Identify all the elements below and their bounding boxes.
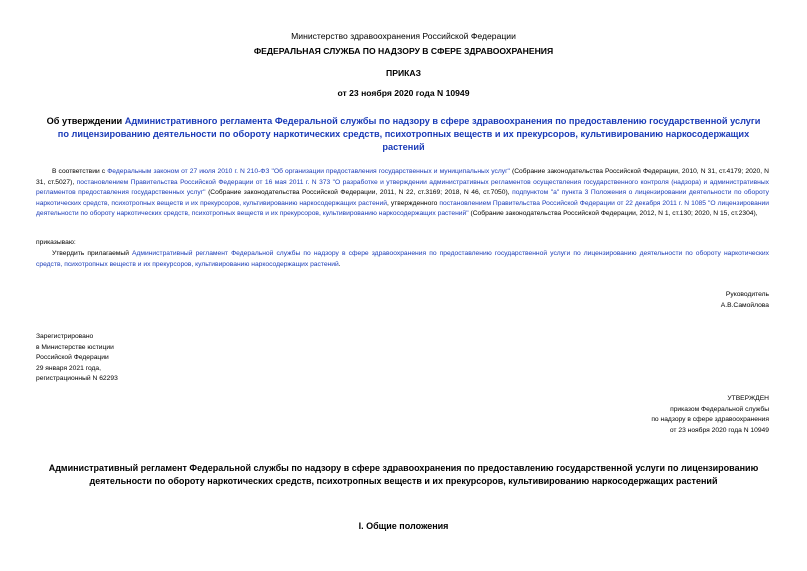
registration-line: 29 января 2021 года, <box>36 364 102 372</box>
preamble-text-4: , утвержденного <box>386 199 440 207</box>
order-title <box>40 115 767 154</box>
government-decree-373-link[interactable]: постановлением Правительства Российской Федерации от 16 мая 2011 г. N 373 "О разработке и утверждении административных регламентов осуществления государственного контроля (надзора) и административных регламентов предоставления государственных услуг" <box>36 178 769 197</box>
preamble-text-5: (Собрание законодательства Российской Федерации, 2012, N 1, ст.130; 2020, N 15, ст.2304), <box>468 210 758 218</box>
preamble-paragraph <box>36 167 769 220</box>
licensing-provision-link[interactable]: подпунктом "а" пункта 3 Положения о лицензировании деятельности по обороту наркотических средств, психотропных веществ и их прекурсоров, культивированию наркосодержащих растений <box>36 189 769 207</box>
registration-line: Зарегистрировано <box>36 333 94 340</box>
ministry-name: Министерство здравоохранения Российской Федерации <box>291 31 516 41</box>
order-text-1: Утвердить прилагаемый <box>52 250 133 257</box>
approved-line: от 23 ноября 2020 года N 10949 <box>669 426 769 434</box>
registration-line: регистрационный N 62293 <box>36 375 118 383</box>
registration-line: Российской Федерации <box>36 354 109 362</box>
signature-position: Руководитель <box>725 291 769 298</box>
service-name: ФЕДЕРАЛЬНАЯ СЛУЖБА ПО НАДЗОРУ В СФЕРЕ ЗДРАВООХРАНЕНИЯ <box>253 46 554 56</box>
approved-line: приказом Федеральной службы <box>670 405 769 413</box>
signature-name: А.В.Самойлова <box>720 301 769 309</box>
preamble-text-3: (Собрание законодательства Российской Федерации, 2011, N 22, ст.3169; 2018, N 46, ст.7050), <box>205 189 513 197</box>
title-regulation-link[interactable]: Административного регламента Федеральной службы по надзору в сфере здравоохранения по предоставлению государственной услуги по лицензированию деятельности по обороту наркотических средств, психотропных веществ и их прекурсоров, культивированию наркосодержащих растений <box>57 116 761 152</box>
registration-block <box>36 332 118 385</box>
government-decree-1085-link[interactable]: постановлением Правительства Российской Федерации от 22 декабря 2011 г. N 1085 "О лицензировании деятельности по обороту наркотических средств, психотропных веществ и их прекурсоров, культивированию наркосодержащих растений" <box>36 199 769 218</box>
doc-type: ПРИКАЗ <box>386 68 421 78</box>
preamble-text-1: В соответствии с <box>52 168 108 175</box>
order-word: приказываю: <box>36 239 76 246</box>
title-prefix: Об утверждении <box>46 116 125 126</box>
approved-line: УТВЕРЖДЕН <box>727 395 769 402</box>
section-heading: I. Общие положения <box>358 521 449 531</box>
order-paragraph <box>36 249 769 270</box>
federal-law-210-link[interactable]: Федеральным законом от 27 июля 2010 г. N 210-ФЗ "Об организации предоставления государственных и муниципальных услуг" <box>107 168 510 175</box>
signature-block <box>500 290 769 311</box>
order-text-2: . <box>338 260 341 268</box>
regulation-title: Административный регламент Федеральной службы по надзору в сфере здравоохранения по предоставлению государственной услуги по лицензированию деятельности по обороту наркотических средств, психотропных веществ и их прекурсоров, культивированию наркосодержащих растений <box>48 463 759 486</box>
preamble-text-2: (Собрание законодательства Российской Федерации, 2010, N 31, ст.4179; 2020, N 31, ст.5027), <box>36 168 769 186</box>
regulation-link[interactable]: Административный регламент Федеральной службы по надзору в сфере здравоохранения по предоставлению государственной услуги по лицензированию деятельности по обороту наркотических средств, психотропных веществ и их прекурсоров, культивированию наркосодержащих растений <box>36 250 769 268</box>
approved-line: по надзору в сфере здравоохранения <box>651 416 769 424</box>
approved-block <box>500 394 769 436</box>
doc-date-number: от 23 ноября 2020 года N 10949 <box>337 88 470 98</box>
registration-line: в Министерстве юстиции <box>36 343 114 351</box>
